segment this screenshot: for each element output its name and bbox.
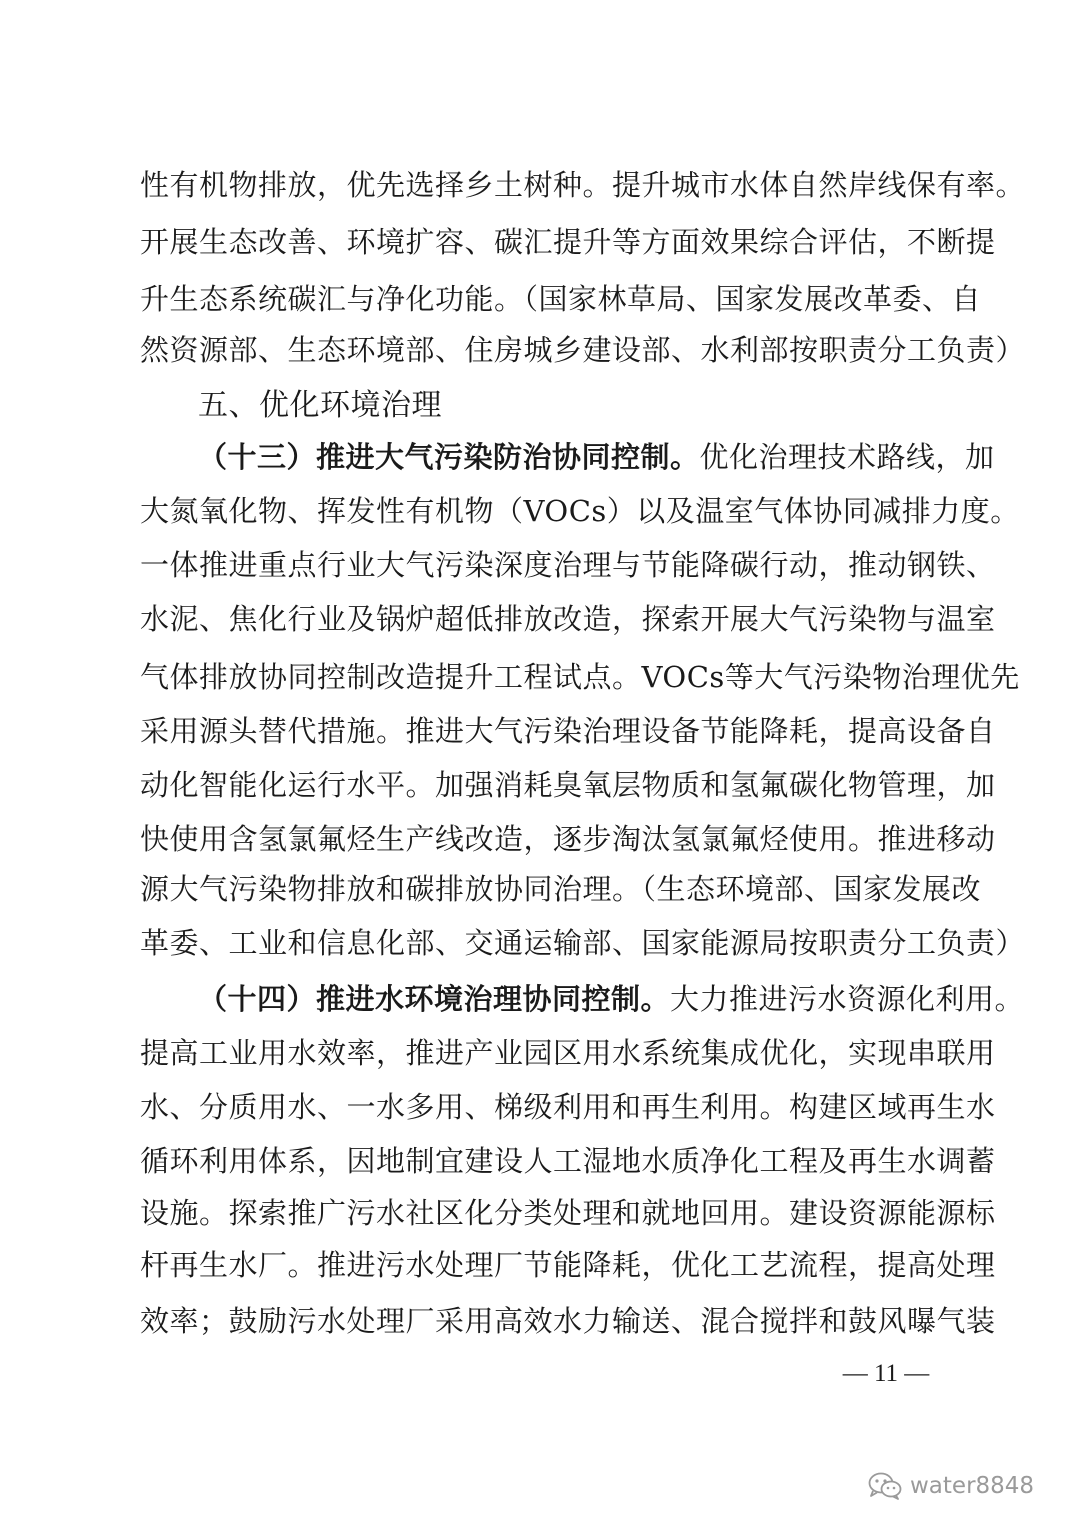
body-line: 效率；鼓励污水处理厂采用高效水力输送、混合搅拌和鼓风曝气装	[140, 1304, 996, 1338]
body-line: 提高工业用水效率，推进产业园区用水系统集成优化，实现串联用	[140, 1036, 996, 1070]
body-line: 水、分质用水、一水多用、梯级利用和再生利用。构建区域再生水	[140, 1090, 996, 1124]
body-line: 性有机物排放，优先选择乡土树种。提升城市水体自然岸线保有率。	[140, 168, 1026, 202]
body-line: 然资源部、生态环境部、住房城乡建设部、水利部按职责分工负责）	[140, 333, 1026, 367]
watermark	[868, 1466, 1034, 1506]
wechat-icon	[868, 1472, 902, 1500]
body-line: 升生态系统碳汇与净化功能。（国家林草局、国家发展改革委、自	[140, 282, 982, 316]
body-line: 动化智能化运行水平。加强消耗臭氧层物质和氢氟碳化物管理，加	[140, 768, 996, 802]
paragraph-14-first-line	[198, 972, 1025, 1026]
body-line: 一体推进重点行业大气污染深度治理与节能降碳行动，推动钢铁、	[140, 548, 996, 582]
paragraph-14-text: 大力推进污水资源化利用。	[670, 982, 1025, 1016]
body-line: 水泥、焦化行业及锅炉超低排放改造，探索开展大气污染物与温室	[140, 602, 996, 636]
body-line: 气体排放协同控制改造提升工程试点。VOCs等大气污染物治理优先	[140, 660, 1020, 694]
body-line: 快使用含氢氯氟烃生产线改造，逐步淘汰氢氯氟烃使用。推进移动	[140, 822, 996, 856]
watermark-text: water8848	[910, 1473, 1035, 1499]
paragraph-13-first-line	[198, 430, 995, 484]
body-line: 革委、工业和信息化部、交通运输部、国家能源局按职责分工负责）	[140, 926, 1026, 960]
body-line: 大氮氧化物、挥发性有机物（VOCs）以及温室气体协同减排力度。	[140, 494, 1020, 528]
paragraph-13-text: 优化治理技术路线，加	[699, 440, 995, 474]
body-line: 循环利用体系，因地制宜建设人工湿地水质净化工程及再生水调蓄	[140, 1144, 996, 1178]
body-line: 源大气污染物排放和碳排放协同治理。（生态环境部、国家发展改	[140, 872, 982, 906]
page-number: — 11 —	[842, 1360, 930, 1387]
body-line: 设施。探索推广污水社区化分类处理和就地回用。建设资源能源标	[140, 1196, 996, 1230]
body-line: 开展生态改善、环境扩容、碳汇提升等方面效果综合评估，不断提	[140, 225, 996, 259]
paragraph-14-title: （十四）推进水环境治理协同控制。	[198, 982, 671, 1016]
section-heading: 五、优化环境治理	[198, 388, 442, 423]
paragraph-13-title: （十三）推进大气污染防治协同控制。	[198, 440, 700, 474]
body-line: 杆再生水厂。推进污水处理厂节能降耗，优化工艺流程，提高处理	[140, 1248, 996, 1282]
body-line: 采用源头替代措施。推进大气污染治理设备节能降耗，提高设备自	[140, 714, 996, 748]
